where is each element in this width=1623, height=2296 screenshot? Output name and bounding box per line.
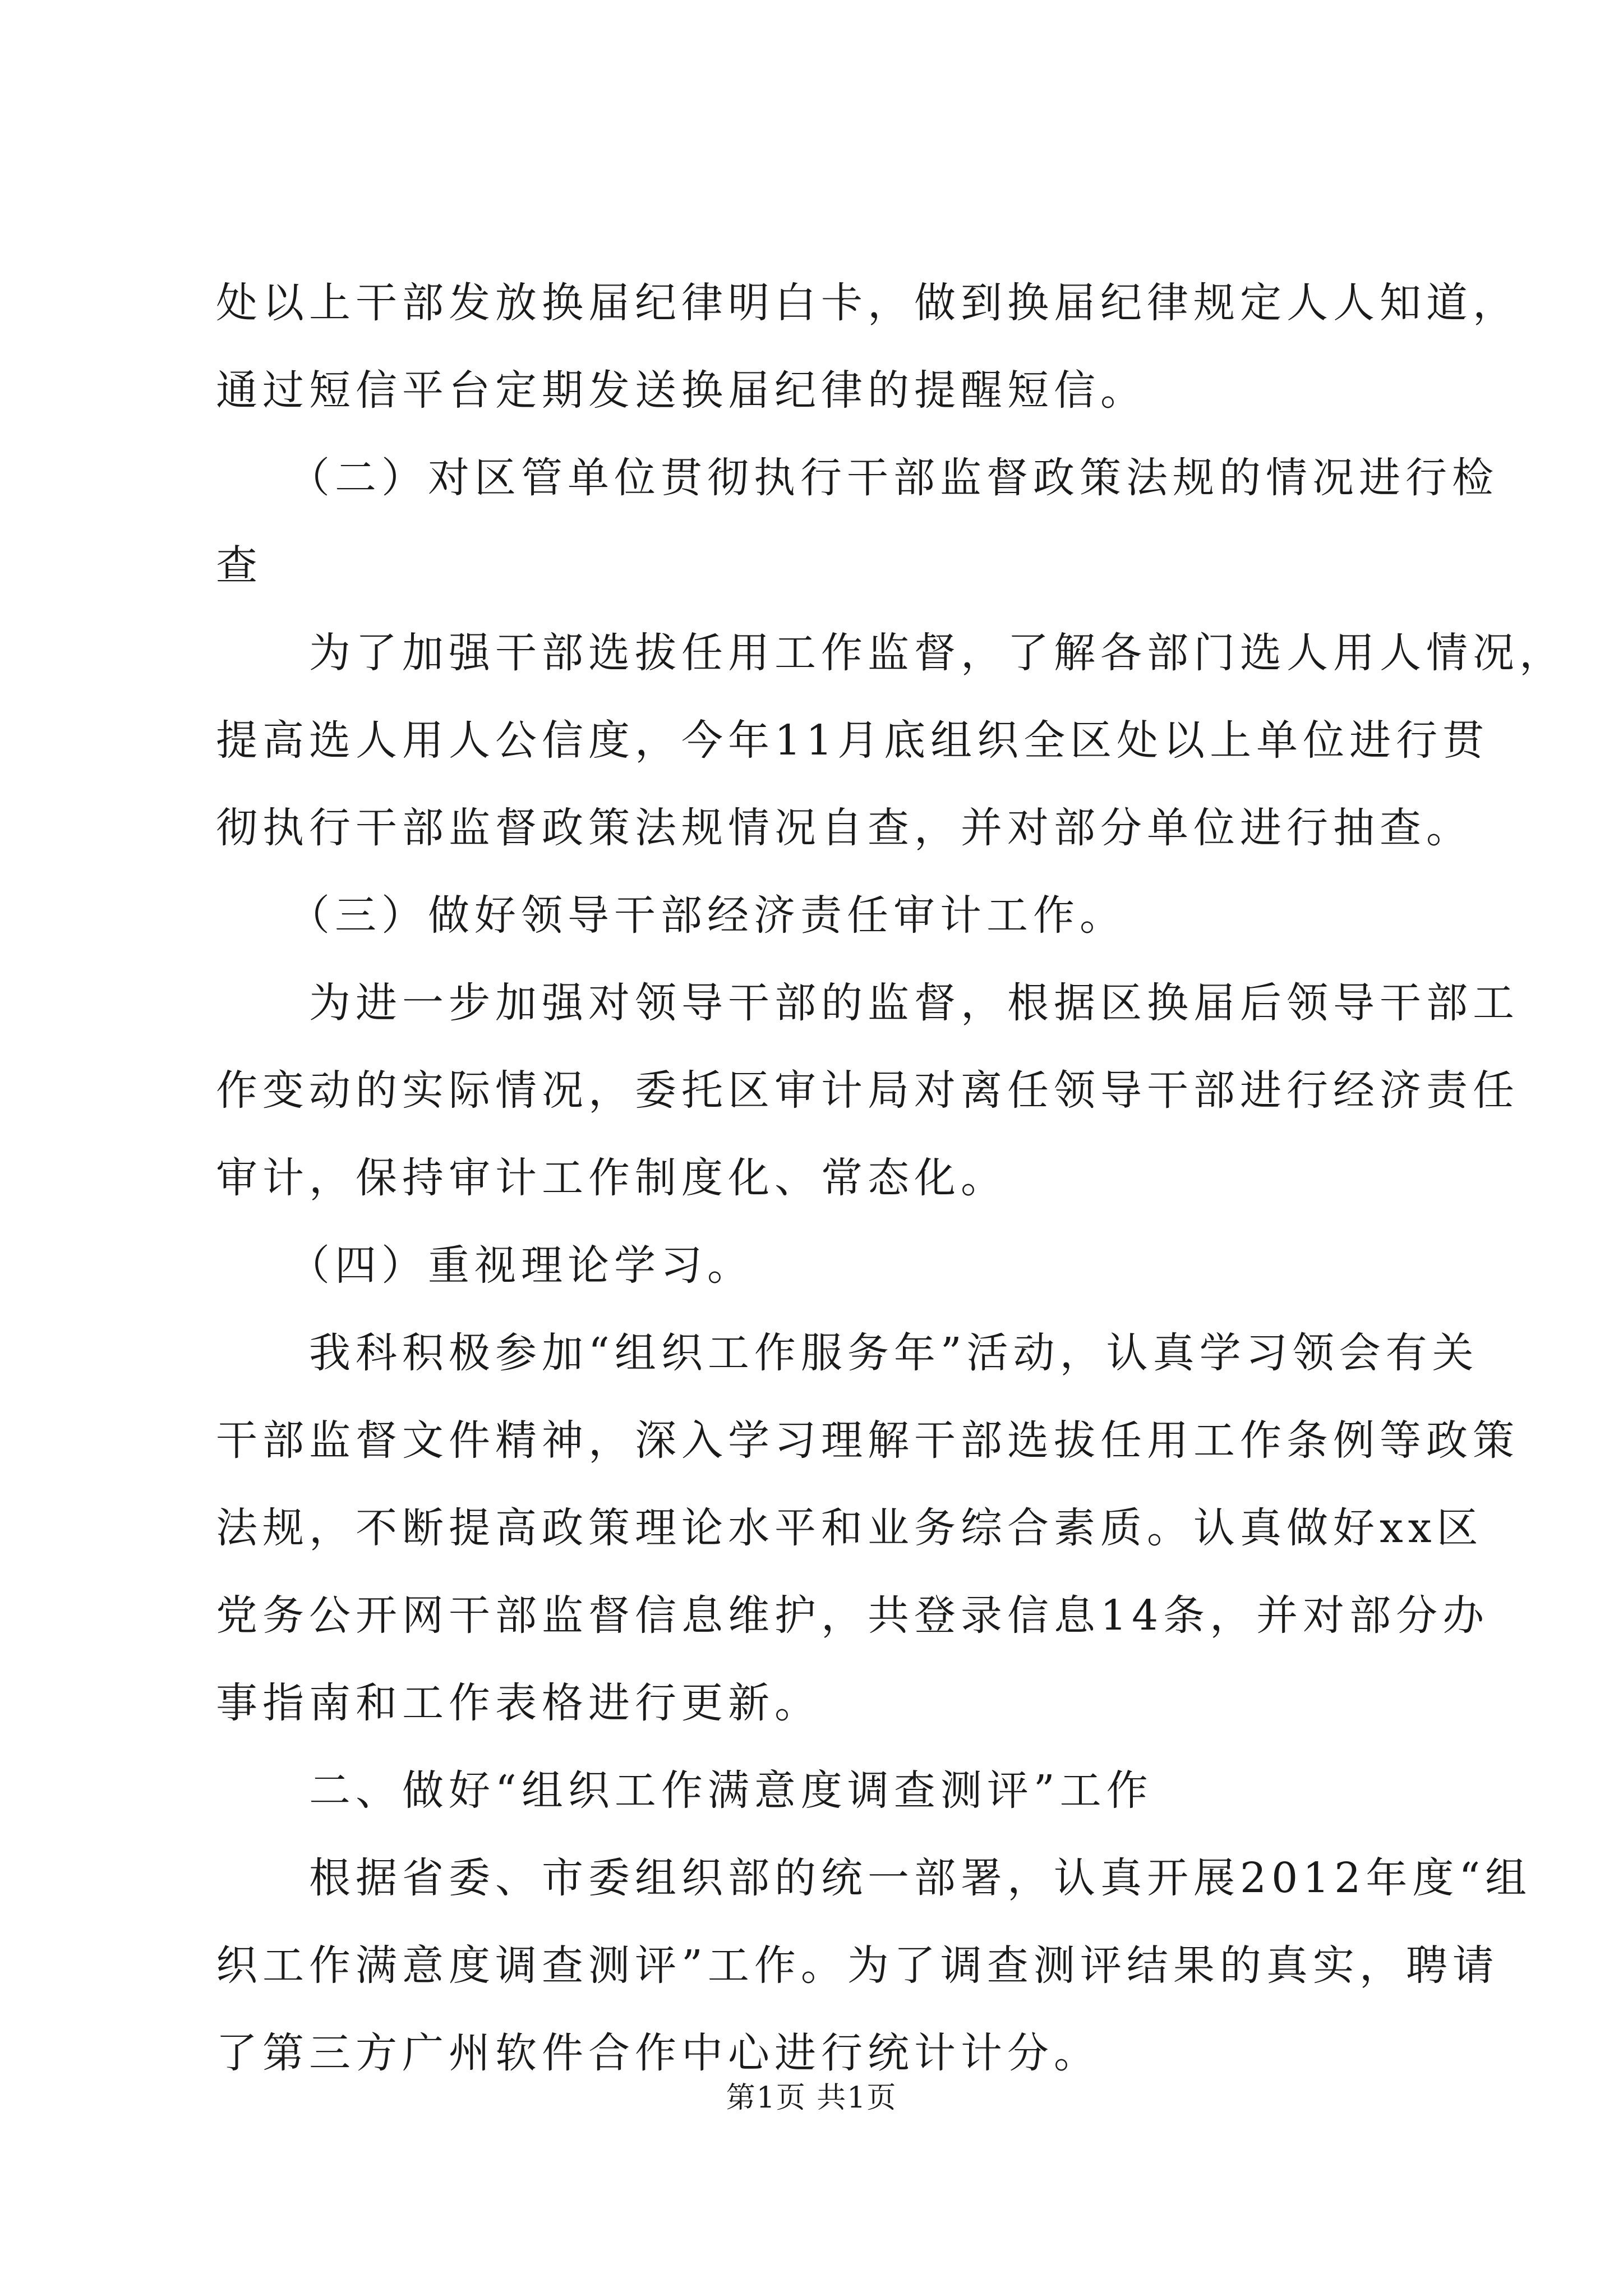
section-heading: （二）对区管单位贯彻执行干部监督政策法规的情况进行检	[216, 454, 1498, 502]
section-heading: （四）重视理论学习。	[216, 1241, 754, 1290]
text-line: 为了加强干部选拔任用工作监督，了解各部门选人用人情况，	[216, 629, 1566, 677]
section-heading-continuation: 查	[216, 541, 262, 590]
text-line: 作变动的实际情况，委托区审计局对离任领导干部进行经济责任	[216, 1066, 1519, 1115]
text-line: 审计，保持审计工作制度化、常态化。	[216, 1154, 1007, 1202]
text-line: 织工作满意度调查测评”工作。为了调查测评结果的真实，聘请	[216, 1941, 1499, 1990]
page-footer: 第1页 共1页	[726, 2081, 897, 2115]
text-line: 干部监督文件精神，深入学习理解干部选拔任用工作条例等政策	[216, 1416, 1519, 1465]
text-line: 为进一步加强对领导干部的监督，根据区换届后领导干部工	[216, 979, 1519, 1027]
text-line: 通过短信平台定期发送换届纪律的提醒短信。	[216, 366, 1147, 415]
document-body	[216, 259, 1566, 2097]
text-line: 处以上干部发放换届纪律明白卡，做到换届纪律规定人人知道，	[216, 279, 1519, 327]
text-line: 提高选人用人公信度，今年11月底组织全区处以上单位进行贯	[216, 716, 1490, 765]
text-line: 了第三方广州软件合作中心进行统计计分。	[216, 2029, 1100, 2077]
text-line: 我科积极参加“组织工作服务年”活动，认真学习领会有关	[216, 1329, 1479, 1377]
section-heading: （三）做好领导干部经济责任审计工作。	[216, 891, 1126, 940]
text-line: 法规，不断提高政策理论水平和业务综合素质。认真做好xx区	[216, 1504, 1483, 1552]
text-line: 事指南和工作表格进行更新。	[216, 1679, 821, 1727]
text-line: 彻执行干部监督政策法规情况自查，并对部分单位进行抽查。	[216, 804, 1473, 852]
text-line: 根据省委、市委组织部的统一部署，认真开展2012年度“组	[216, 1854, 1532, 1902]
text-line: 党务公开网干部监督信息维护，共登录信息14条，并对部分办	[216, 1591, 1490, 1640]
section-heading: 二、做好“组织工作满意度调查测评”工作	[216, 1766, 1153, 1815]
